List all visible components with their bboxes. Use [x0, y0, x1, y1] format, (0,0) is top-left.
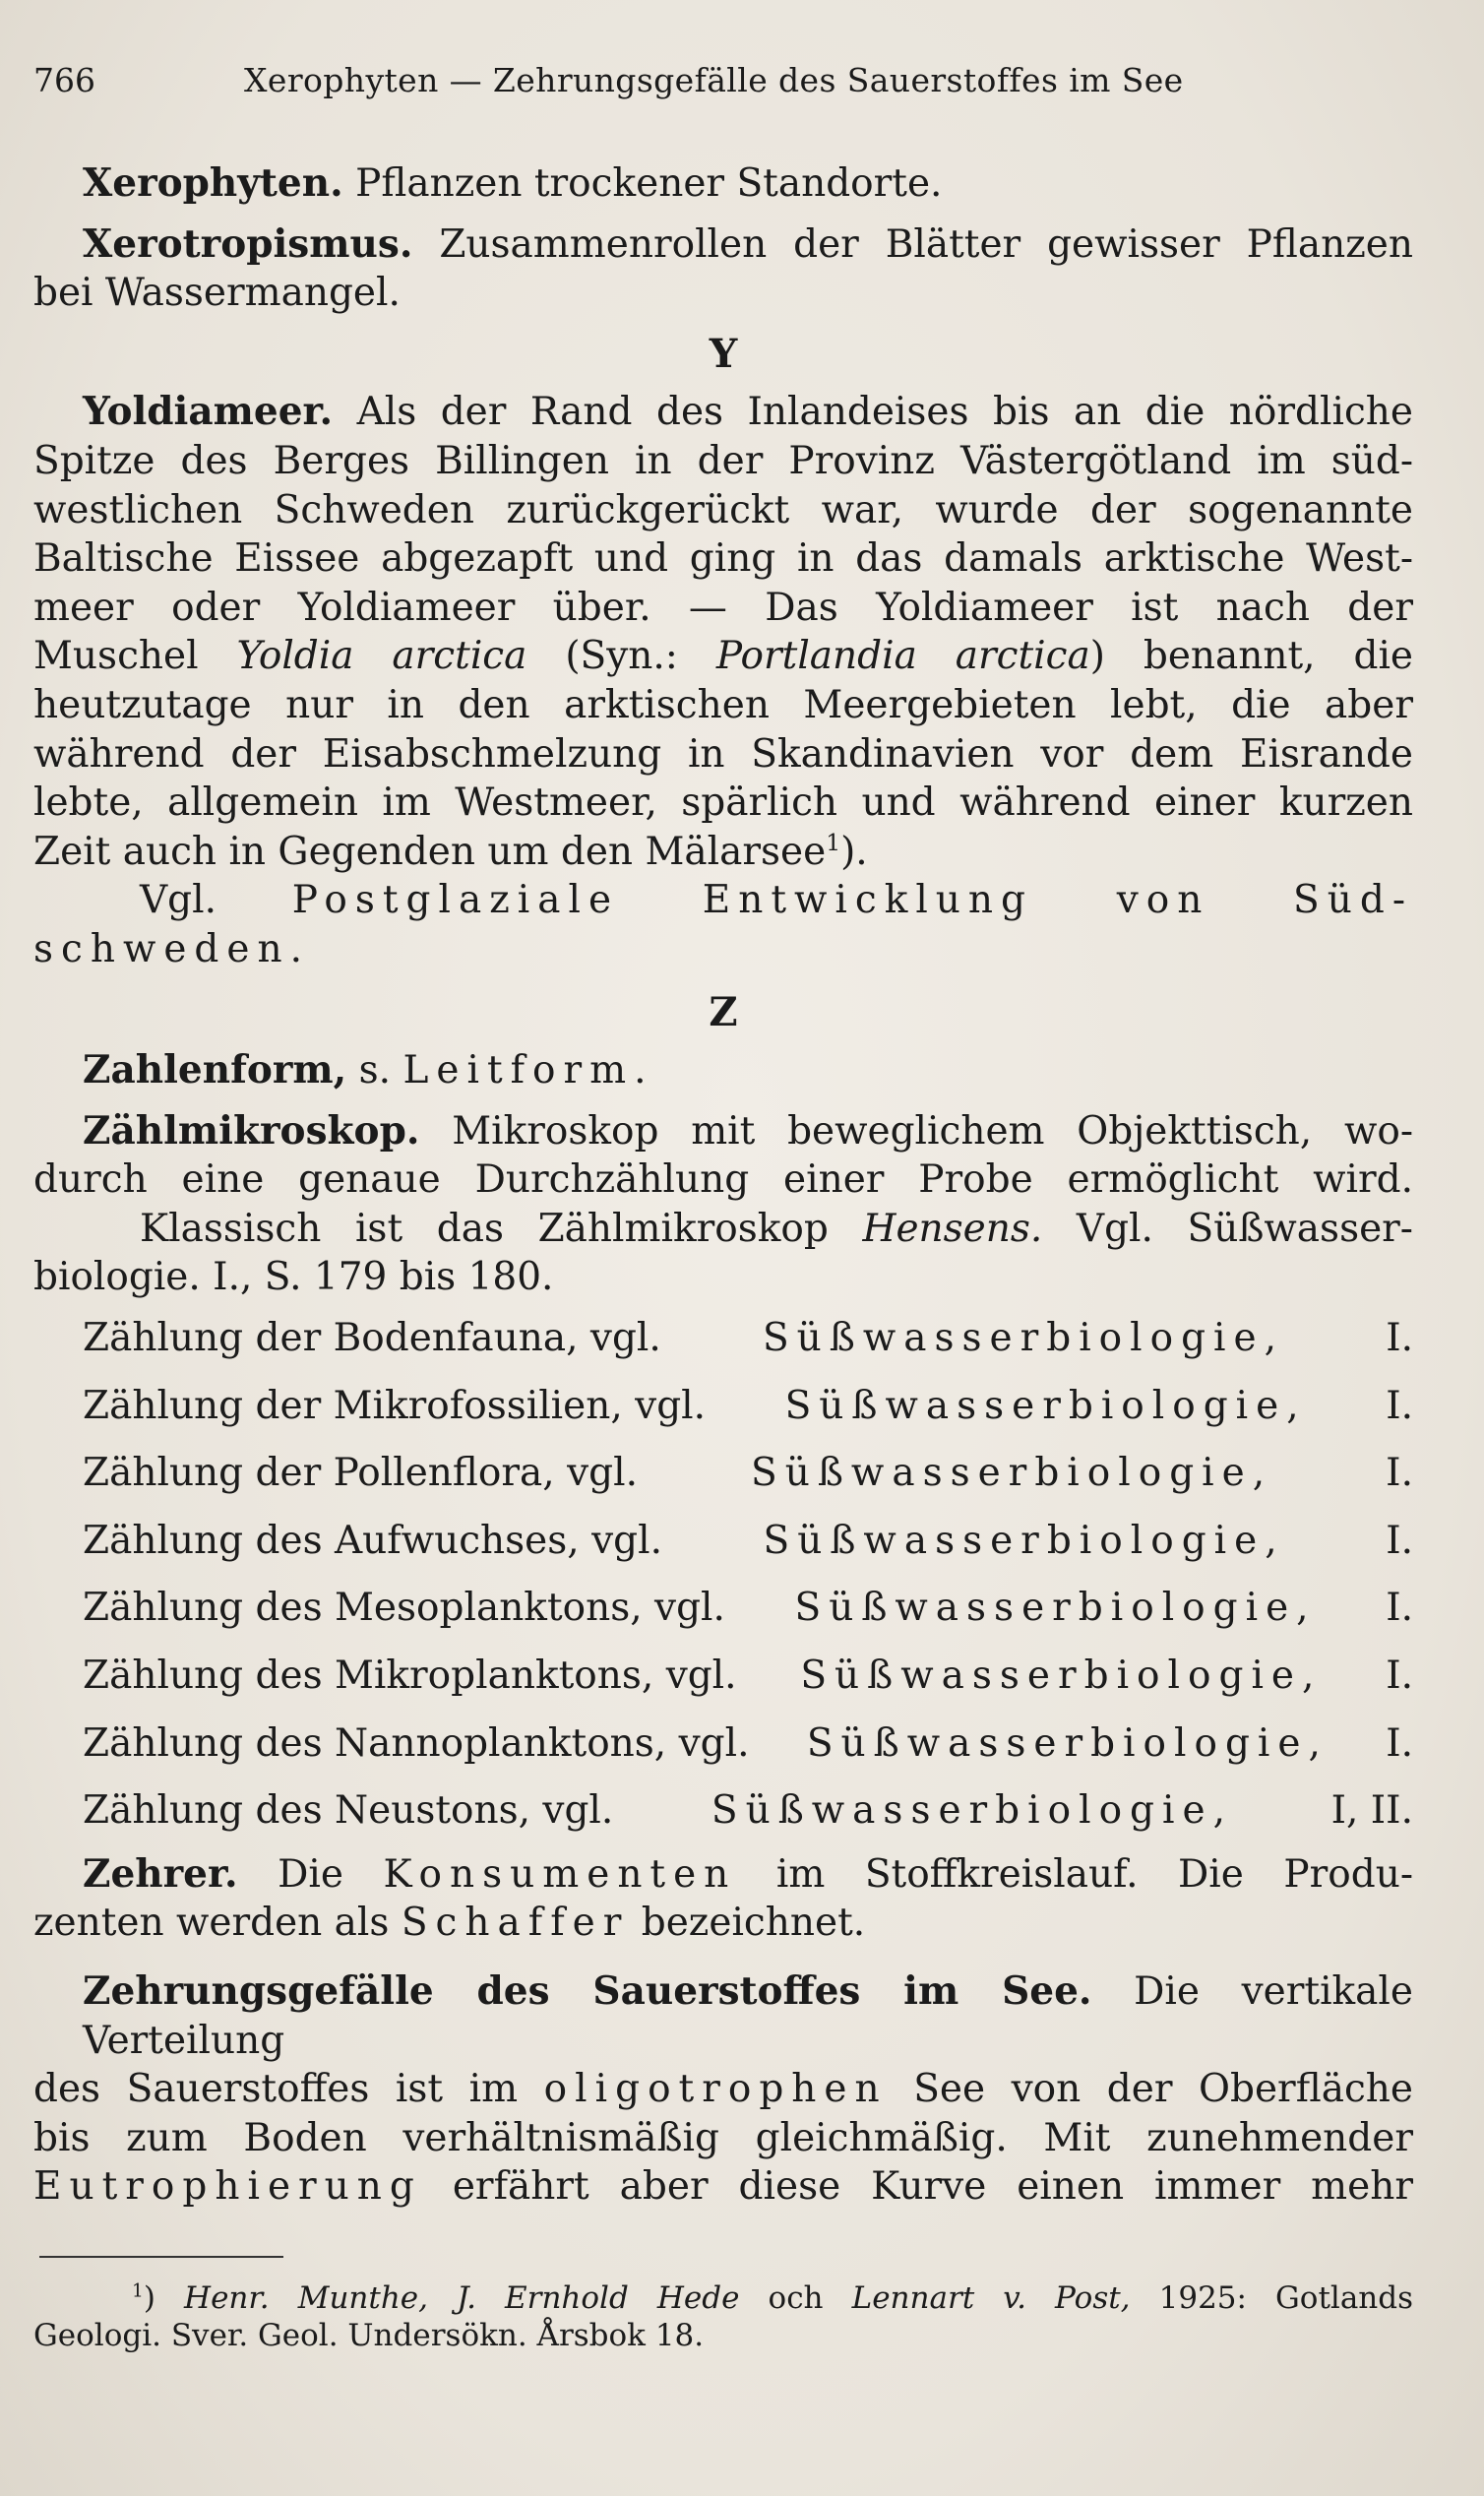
term: Zählung der Bodenfauna, — [83, 1316, 579, 1361]
text-line — [33, 632, 1413, 681]
definition-line: Zusammenrollen der Blätter gewisser Pflanzen — [439, 221, 1413, 267]
definition-line: bei Wassermangel. — [33, 271, 401, 316]
zaehlung-entry — [83, 1382, 1413, 1431]
zaehlung-entry — [83, 1517, 1413, 1566]
term: Zahlenform, — [83, 1047, 347, 1093]
term: Yoldiameer. — [83, 389, 334, 435]
text-line: biologie. I., S. 179 bis 180. — [33, 1255, 554, 1300]
text-line: während der Eisabschmelzung in Skandinavien vor dem Eisrande — [33, 731, 1413, 777]
section-letter-z: Z — [709, 988, 738, 1035]
zaehlung-list — [33, 1314, 1413, 1836]
cross-ref-link-end[interactable]: schweden. — [33, 926, 310, 971]
cross-ref-link[interactable]: Schaffer — [401, 1901, 630, 1946]
vgl: vgl. — [678, 1720, 750, 1766]
page-number: 766 — [33, 61, 95, 99]
term: Zehrungsgefälle des Sauerstoffes im See. — [83, 1968, 1092, 2014]
cross-ref-link[interactable]: Eutrophierung — [33, 2164, 422, 2210]
text: ). — [840, 829, 868, 874]
zaehlung-entry — [83, 1652, 1413, 1701]
text-line: Als der Rand des Inlandeises bis an die nördliche — [356, 390, 1413, 435]
cross-ref-link[interactable]: Süßwasserbiologie, — [794, 1586, 1317, 1631]
term: Zehrer. — [83, 1850, 238, 1897]
entry-zehrungsgefaelle — [33, 1967, 1413, 2212]
zaehlung-term-group — [83, 1786, 613, 1836]
text: Die vertikale Verteilung — [83, 1969, 1413, 2063]
text-line — [33, 1899, 1413, 1948]
entry-zehrer — [33, 1850, 1413, 1948]
text: ) benannt, die — [1089, 634, 1414, 679]
entry-zahlenform — [33, 1046, 1413, 1095]
vgl: vgl. — [567, 1451, 638, 1496]
section-letter-y: Y — [709, 330, 738, 377]
zaehlung-entry — [83, 1719, 1413, 1769]
species-name: Yoldia arctica — [236, 634, 527, 679]
volume: I. — [1386, 1654, 1413, 1699]
text: See von der Oberfläche — [913, 2067, 1413, 2112]
zaehlung-term-group — [83, 1517, 662, 1566]
text: bezeichnet. — [641, 1901, 866, 1946]
text-line: Mikroskop mit beweglichem Objekttisch, wo- — [452, 1108, 1413, 1154]
zaehlung-term-group — [83, 1382, 706, 1431]
entry-zaehlmikroskop — [33, 1107, 1413, 1302]
vgl: vgl. — [635, 1383, 707, 1428]
zaehlung-term-group — [83, 1652, 737, 1701]
synonym-name: Portlandia arctica — [715, 634, 1090, 679]
vgl: vgl. — [654, 1586, 725, 1631]
volume: I. — [1386, 1451, 1413, 1496]
text: im Stoffkreislauf. Die Produ- — [775, 1851, 1414, 1897]
vgl: vgl. — [665, 1654, 737, 1699]
volume: I. — [1386, 1586, 1413, 1631]
text: (Syn.: — [565, 634, 678, 679]
text-line: bis zum Boden verhältnismäßig gleichmäßig. Mit zunehmender — [33, 2115, 1413, 2160]
text: Vgl. Süßwasser- — [1076, 1206, 1413, 1251]
zaehlung-entry — [83, 1314, 1413, 1363]
text-line: durch eine genaue Durchzählung einer Probe ermöglicht wird. — [33, 1157, 1413, 1203]
text-line: Baltische Eissee abgezapft und ging in das damals arktische West- — [33, 536, 1413, 582]
term: Zählung des Mikroplanktons, — [83, 1654, 654, 1699]
text: zenten werden als — [33, 1901, 390, 1946]
vgl: vgl. — [542, 1788, 614, 1834]
cross-ref-link[interactable]: Leitform. — [402, 1048, 654, 1093]
footnote-ref[interactable]: 1 — [826, 828, 841, 856]
term: Zählung der Pollenflora, — [83, 1451, 555, 1496]
text-line — [33, 828, 1413, 877]
term: Xerotropismus. — [83, 220, 413, 267]
author: Lennart v. Post, — [851, 2280, 1131, 2316]
volume: I. — [1386, 1383, 1413, 1428]
authors: Henr. Munthe, J. Ernhold Hede — [184, 2280, 740, 2316]
entry-xerophyten — [33, 159, 1413, 209]
text-line — [33, 1205, 1413, 1254]
text: och — [768, 2280, 824, 2316]
text: des Sauerstoffes ist im — [33, 2067, 519, 2112]
volume: I. — [1386, 1316, 1413, 1361]
text-line: westlichen Schweden zurückgerückt war, wurde der sogenannte — [33, 487, 1413, 532]
cross-ref-link[interactable]: oligotrophen — [543, 2067, 888, 2112]
entry-yoldiameer — [33, 388, 1413, 973]
footnote-line: Geologi. Sver. Geol. Undersökn. Årsbok 18. — [33, 2318, 705, 2353]
cross-ref-link[interactable]: Süßwasserbiologie, — [762, 1316, 1285, 1361]
text: Klassisch ist das Zählmikroskop — [140, 1206, 829, 1251]
footnote-rule — [39, 2256, 283, 2258]
text-line: lebte, allgemein im Westmeer, spärlich und während einer kurzen — [33, 780, 1413, 826]
cross-ref-link[interactable]: Süßwasserbiologie, — [806, 1720, 1329, 1766]
zaehlung-term-group — [83, 1314, 661, 1363]
zaehlung-term-group — [83, 1719, 750, 1769]
page-body — [33, 159, 1413, 2223]
text: s. — [358, 1048, 392, 1093]
footnote-marker: 1 — [132, 2280, 144, 2302]
vgl: vgl. — [591, 1518, 662, 1563]
text: ) — [143, 2280, 155, 2316]
zaehlung-entry — [83, 1786, 1413, 1836]
volume: I. — [1386, 1518, 1413, 1563]
term: Zählung des Nannoplanktons, — [83, 1720, 667, 1766]
cross-ref-link[interactable]: Süßwasserbiologie, — [800, 1654, 1323, 1699]
term: Zählung des Mesoplanktons, — [83, 1586, 643, 1631]
cross-ref-link[interactable]: Süßwasserbiologie, — [784, 1383, 1307, 1428]
footnote — [33, 2279, 1413, 2354]
zaehlung-term-group — [83, 1584, 725, 1633]
term: Zählung des Aufwuchses, — [83, 1518, 580, 1563]
vgl: vgl. — [589, 1316, 661, 1361]
cross-ref-link[interactable]: Süßwasserbiologie, — [711, 1788, 1233, 1834]
definition: Pflanzen trockener Standorte. — [355, 161, 943, 206]
cross-ref-link[interactable]: Süßwasserbiologie, — [763, 1518, 1285, 1563]
zaehlung-entry — [83, 1449, 1413, 1498]
footnote-line — [33, 2279, 1413, 2317]
text: 1925: Gotlands — [1158, 2280, 1414, 2316]
text-line — [33, 2065, 1413, 2114]
text-line: Spitze des Berges Billingen in der Provinz Västergötland im süd- — [33, 438, 1413, 483]
volume: I, II. — [1330, 1788, 1413, 1834]
zaehlung-term-group — [83, 1449, 638, 1498]
zaehlung-entry — [83, 1584, 1413, 1633]
author-name: Hensens. — [862, 1206, 1043, 1251]
text: Muschel — [33, 634, 199, 679]
text: Die — [278, 1851, 343, 1897]
page-header — [33, 61, 1431, 120]
text-line — [33, 2162, 1413, 2212]
text: Zeit auch in Gegenden um den Mälarsee — [33, 829, 827, 874]
term: Zählung des Neustons, — [83, 1788, 531, 1834]
cross-reference — [33, 876, 1413, 925]
volume: I. — [1386, 1720, 1413, 1766]
term: Xerophyten. — [83, 160, 343, 206]
vgl: Vgl. — [140, 878, 216, 923]
cross-ref-link[interactable]: Konsumenten — [383, 1851, 737, 1897]
term: Zählmikroskop. — [83, 1107, 420, 1154]
cross-ref-link[interactable]: Postglaziale Entwicklung von Süd- — [291, 878, 1413, 923]
cross-ref-link[interactable]: Süßwasserbiologie, — [751, 1451, 1273, 1496]
text: erfährt aber diese Kurve einen immer mehr — [452, 2164, 1413, 2210]
text-line: meer oder Yoldiameer über. — Das Yoldiameer ist nach der — [33, 585, 1413, 630]
text-line: heutzutage nur in den arktischen Meergebieten lebt, die aber — [33, 682, 1413, 727]
running-title: Xerophyten — Zehrungsgefälle des Sauerstoffes im See — [244, 61, 1184, 99]
term: Zählung der Mikrofossilien, — [83, 1383, 623, 1428]
entry-xerotropismus — [33, 220, 1413, 318]
